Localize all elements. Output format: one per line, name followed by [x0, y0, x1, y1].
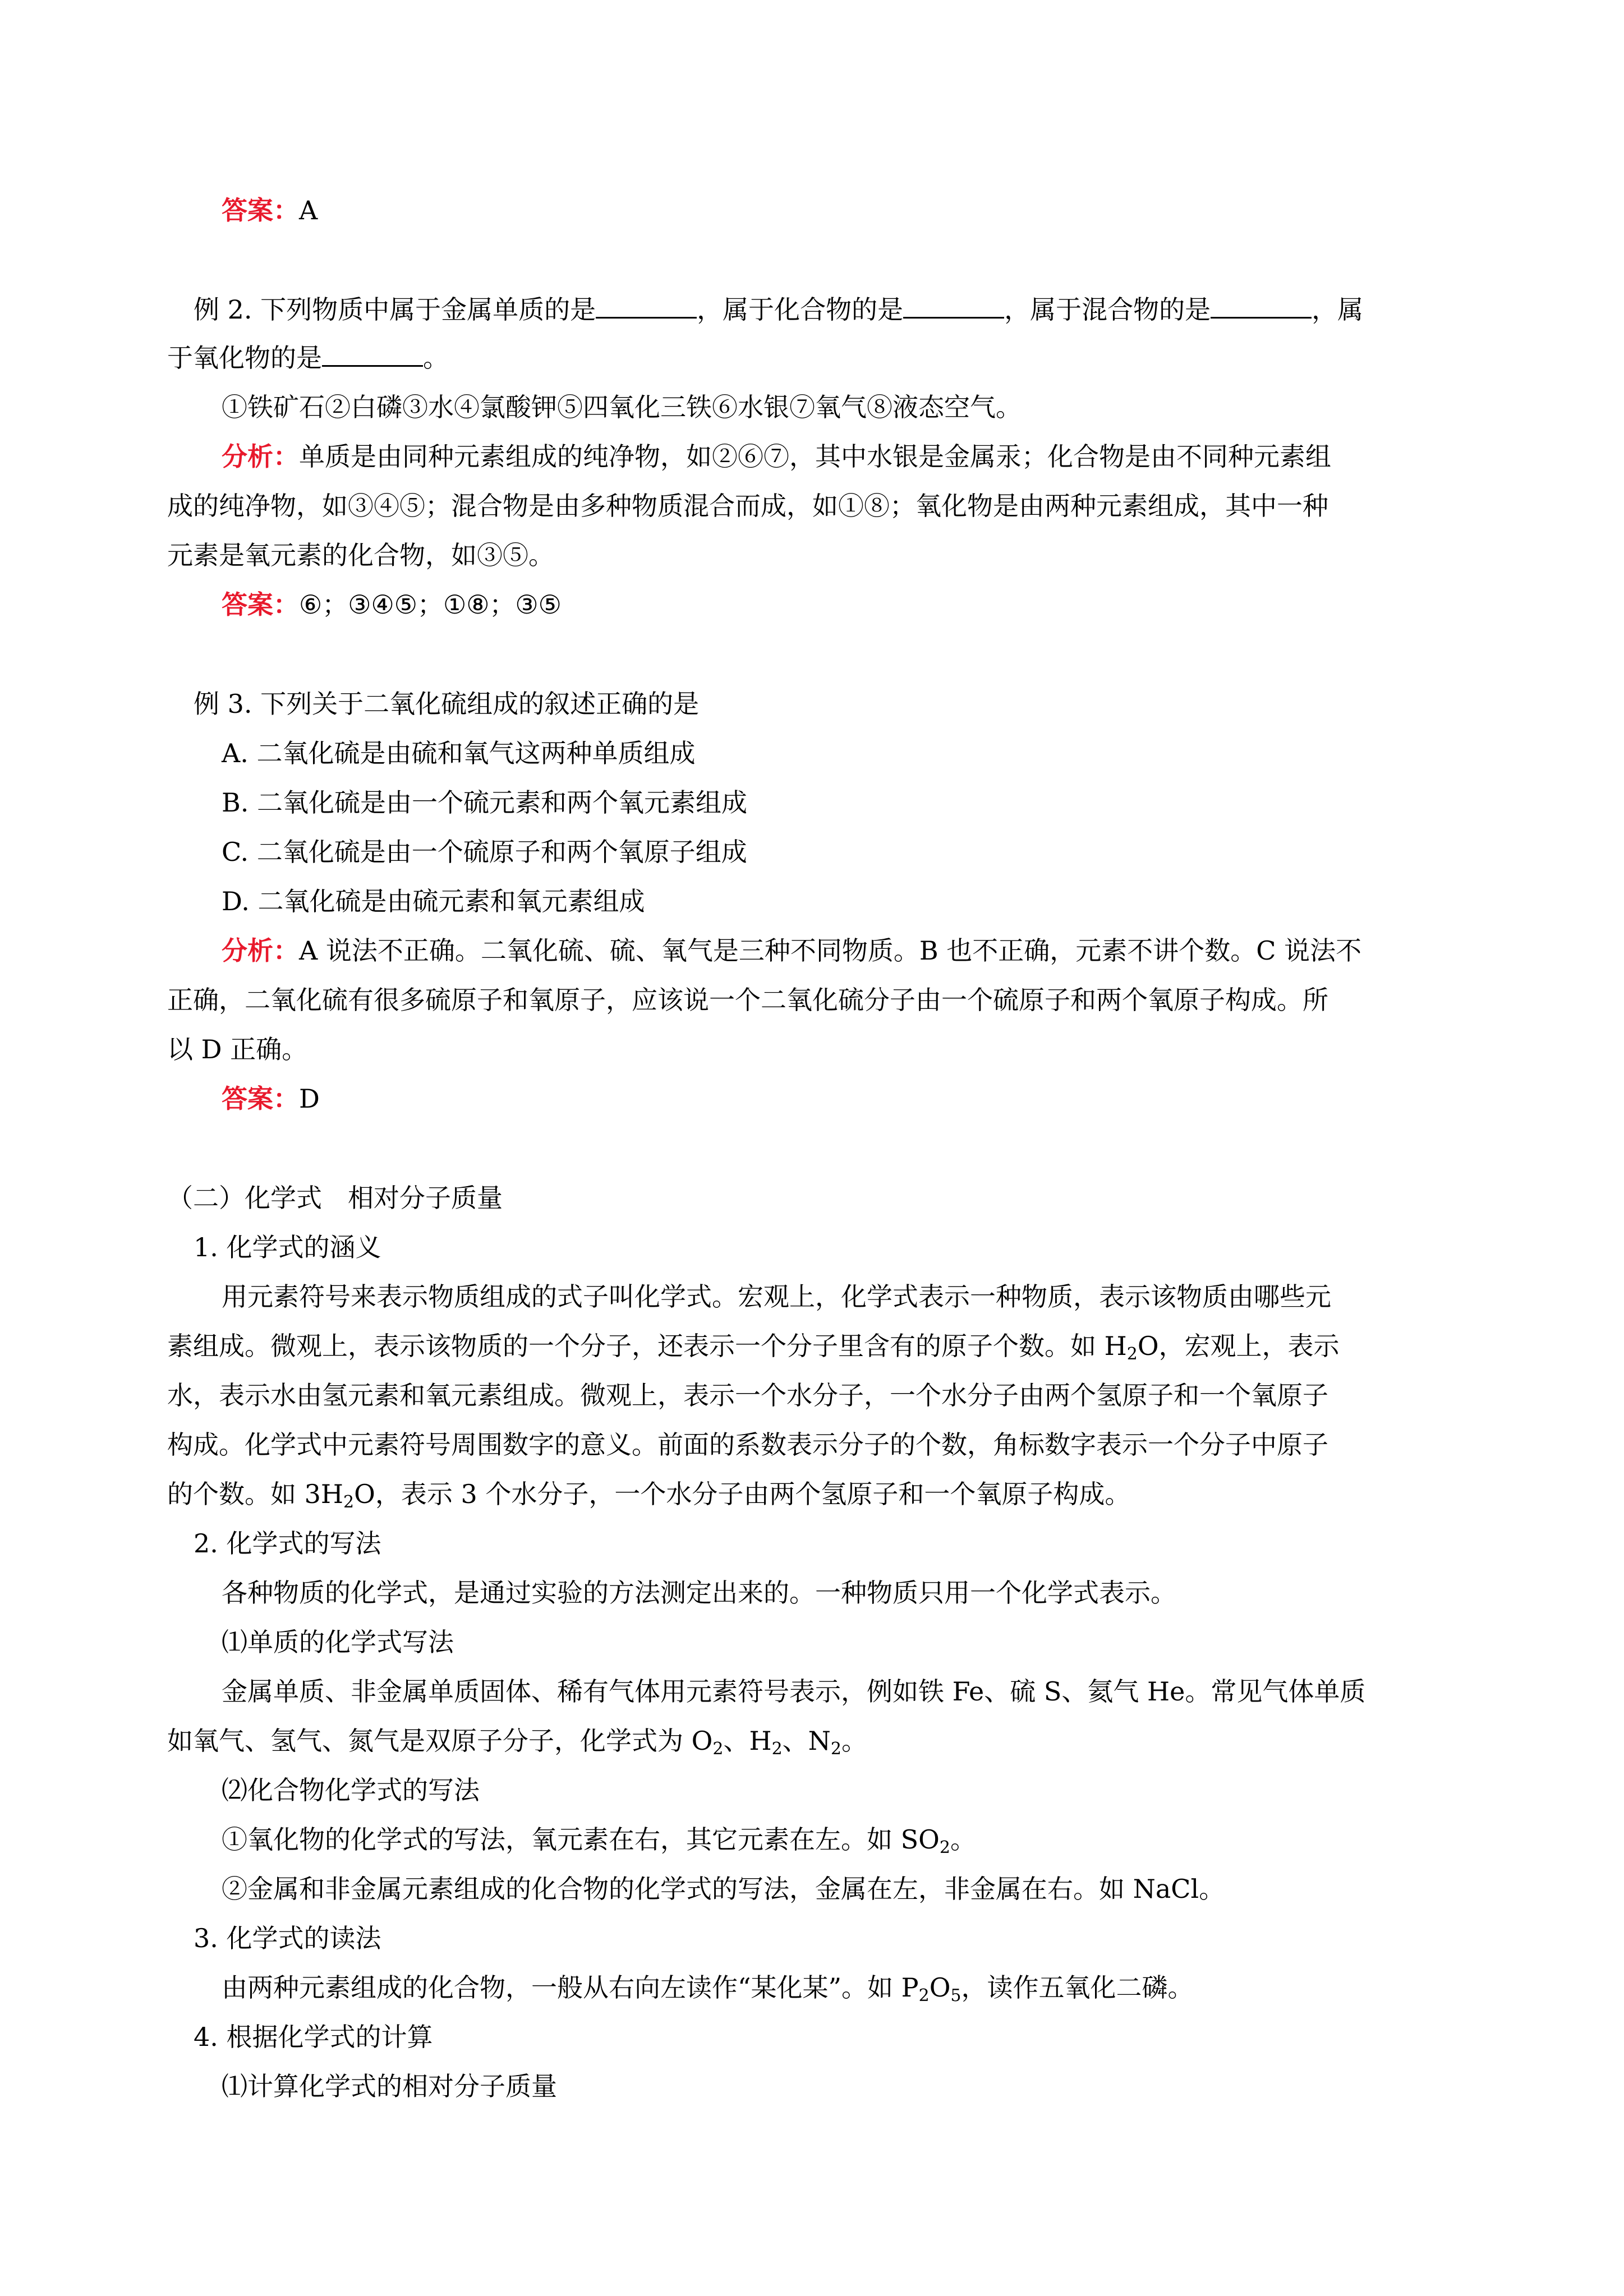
section-heading: （二）化学式 相对分子质量 — [167, 1183, 503, 1213]
subscript: 2 — [343, 1492, 355, 1512]
ex3-option-d: D. 二氧化硫是由硫元素和氧元素组成 — [222, 886, 645, 916]
ex2-analysis-line2: 成的纯净物，如③④⑤；混合物是由多种物质混合而成，如①⑧；氧化物是由两种元素组成，其中一种 — [167, 491, 1328, 521]
text: ，读作五氧化二磷。 — [961, 1972, 1194, 2003]
s1-paragraph-line1: 用元素符号来表示物质组成的式子叫化学式。宏观上，化学式表示一种物质，表示该物质由哪些元 — [222, 1281, 1331, 1312]
question-text: ，属 — [1312, 294, 1364, 325]
text: 、H — [723, 1726, 772, 1756]
answer-blank — [596, 294, 697, 319]
ex2-answer — [222, 588, 562, 621]
s2-sub1-line1: 金属单质、非金属单质固体、稀有气体用元素符号表示，例如铁 Fe、硫 S、氦气 He。常见气体单质 — [222, 1676, 1366, 1707]
subscript: 2 — [712, 1739, 724, 1759]
answer-value: D — [299, 1084, 320, 1114]
analysis-label: 分析： — [222, 935, 299, 966]
text: 由两种元素组成的化合物，一般从右向左读作“某化某”。如 P — [222, 1972, 919, 2003]
s1-title: 1. 化学式的涵义 — [194, 1232, 381, 1262]
ex2-question-line1 — [194, 293, 1363, 326]
s2-subheading-1: ⑴单质的化学式写法 — [222, 1627, 454, 1657]
text: 素组成。微观上，表示该物质的一个分子，还表示一个分子里含有的原子个数。如 H — [167, 1331, 1127, 1361]
subscript: 2 — [830, 1739, 841, 1759]
answer-label: 答案： — [222, 195, 299, 225]
ex1-answer — [222, 193, 318, 227]
analysis-text: 单质是由同种元素组成的纯净物，如②⑥⑦，其中水银是金属汞；化合物是由不同种元素组 — [299, 441, 1331, 472]
s1-paragraph-line4: 构成。化学式中元素符号周围数字的意义。前面的系数表示分子的个数，角标数字表示一个分子中原子 — [167, 1430, 1328, 1460]
question-text: 。 — [423, 343, 449, 373]
s2-subheading-2: ⑵化合物化学式的写法 — [222, 1775, 480, 1805]
analysis-text: A 说法不正确。二氧化硫、硫、氧气是三种不同物质。B 也不正确，元素不讲个数。C 说法不 — [299, 935, 1362, 966]
s2-paragraph: 各种物质的化学式，是通过实验的方法测定出来的。一种物质只用一个化学式表示。 — [222, 1578, 1176, 1608]
ex3-analysis-line3: 以 D 正确。 — [167, 1034, 308, 1064]
question-text: ，属于化合物的是 — [697, 294, 904, 325]
s2-sub2-line1 — [222, 1823, 976, 1856]
ex2-options: ①铁矿石②白磷③水④氯酸钾⑤四氧化三铁⑥水银⑦氧气⑧液态空气。 — [222, 392, 1022, 422]
s2-title: 2. 化学式的写法 — [194, 1528, 381, 1559]
s1-paragraph-line5 — [167, 1477, 1130, 1511]
answer-value: ⑥；③④⑤；①⑧；③⑤ — [299, 589, 562, 620]
ex3-option-a: A. 二氧化硫是由硫和氧气这两种单质组成 — [222, 738, 696, 768]
subscript: 2 — [918, 1986, 930, 2005]
subscript: 5 — [950, 1986, 961, 2005]
answer-label: 答案： — [222, 1084, 299, 1114]
text: O，宏观上，表示 — [1137, 1331, 1340, 1361]
text: O — [929, 1972, 951, 2003]
answer-blank — [903, 294, 1004, 319]
ex3-question: 例 3. 下列关于二氧化硫组成的叙述正确的是 — [194, 689, 700, 719]
ex3-option-b: B. 二氧化硫是由一个硫元素和两个氧元素组成 — [222, 787, 748, 818]
ex3-analysis-line2: 正确，二氧化硫有很多硫原子和氧原子，应该说一个二氧化硫分子由一个硫原子和两个氧原子构成。所 — [167, 985, 1328, 1015]
ex2-question-line2 — [167, 341, 449, 375]
answer-value: A — [299, 195, 318, 225]
s2-sub1-line2 — [167, 1724, 867, 1758]
s1-paragraph-line3: 水，表示水由氢元素和氧元素组成。微观上，表示一个水分子，一个水分子由两个氢原子和一个氧原子 — [167, 1380, 1328, 1410]
text: ①氧化物的化学式的写法，氧元素在右，其它元素在左。如 SO — [222, 1824, 940, 1855]
subscript: 2 — [771, 1739, 783, 1759]
answer-blank — [1211, 294, 1312, 319]
ex2-analysis-line1 — [222, 440, 1331, 473]
text: O，表示 3 个水分子，一个水分子由两个氢原子和一个氧原子构成。 — [354, 1479, 1131, 1509]
question-text: ，属于混合物的是 — [1004, 294, 1211, 325]
ex3-option-c: C. 二氧化硫是由一个硫原子和两个氧原子组成 — [222, 837, 747, 867]
s4-title: 4. 根据化学式的计算 — [194, 2022, 433, 2052]
ex3-analysis-line1 — [222, 934, 1361, 967]
answer-label: 答案： — [222, 589, 299, 620]
ex3-answer — [222, 1082, 320, 1115]
s2-sub2-line2: ②金属和非金属元素组成的化合物的化学式的写法，金属在左，非金属在右。如 NaCl。 — [222, 1874, 1225, 1904]
text: 如氧气、氢气、氮气是双原子分子，化学式为 O — [167, 1726, 713, 1756]
text: 、N — [782, 1726, 831, 1756]
subscript: 2 — [1126, 1344, 1138, 1364]
question-text: 于氧化物的是 — [167, 343, 322, 373]
text: 。 — [950, 1824, 976, 1855]
s3-title: 3. 化学式的读法 — [194, 1923, 381, 1953]
question-text: 例 2. 下列物质中属于金属单质的是 — [194, 294, 596, 325]
text: 的个数。如 3H — [167, 1479, 344, 1509]
text: 。 — [841, 1726, 867, 1756]
s1-paragraph-line2 — [167, 1329, 1340, 1363]
subscript: 2 — [939, 1838, 950, 1857]
s3-paragraph — [222, 1971, 1194, 2004]
ex2-analysis-line3: 元素是氧元素的化合物，如③⑤。 — [167, 540, 554, 570]
analysis-label: 分析： — [222, 441, 299, 472]
answer-blank — [322, 343, 423, 367]
s4-subheading-1: ⑴计算化学式的相对分子质量 — [222, 2071, 557, 2101]
